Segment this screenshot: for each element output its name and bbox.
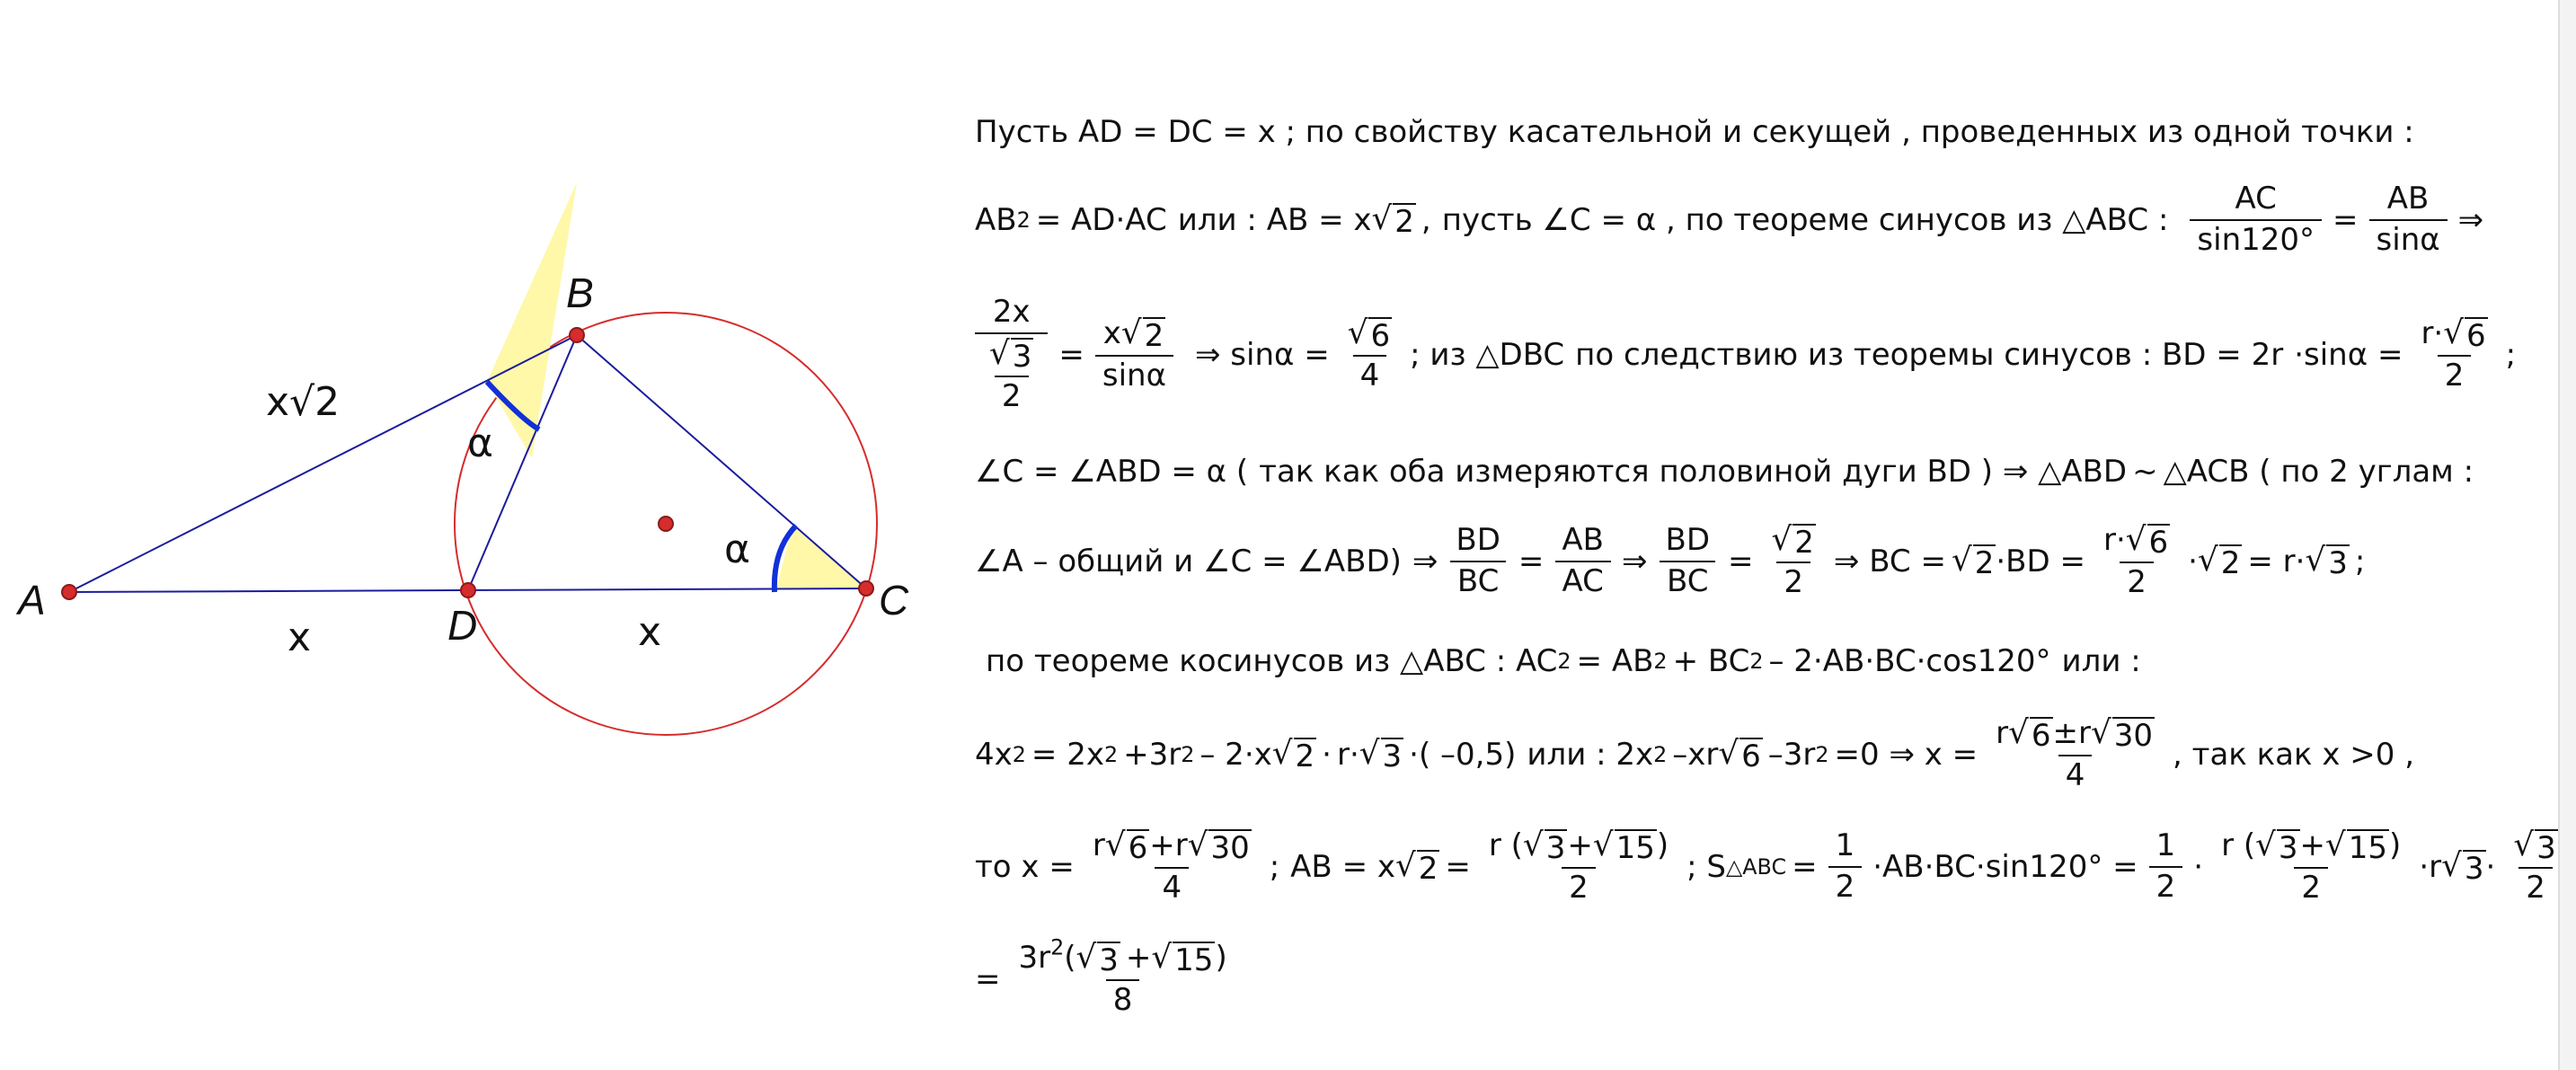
fraction xyxy=(1085,829,1259,905)
text-t26: 4 xyxy=(1353,355,1387,393)
sqrt: √ 15 xyxy=(2325,827,2388,867)
text-t65: 3 xyxy=(2328,545,2348,581)
text-t69: = AB xyxy=(1576,643,1654,679)
text-t73: – 2 xyxy=(1768,643,1813,679)
sqrt: √ 6 xyxy=(1104,827,1148,867)
fraction xyxy=(2096,521,2177,601)
text-t58: · xyxy=(2115,522,2126,559)
sqrt: √ 3 xyxy=(989,335,1032,375)
text-t99: –xr xyxy=(1672,737,1719,773)
text-t154: 2 xyxy=(1050,934,1065,960)
fraction xyxy=(1012,934,1235,1019)
text-t117: AB = x xyxy=(1290,849,1395,885)
scrollbar-track[interactable] xyxy=(2558,0,2576,1070)
sqrt: √ 2 xyxy=(1951,542,1995,581)
point-a xyxy=(62,585,76,599)
text-t150: 3 xyxy=(2536,830,2556,867)
geometry-figure xyxy=(0,0,934,1070)
text-t66: ; xyxy=(2354,544,2366,579)
text-t41: ⇒ xyxy=(1412,544,1438,579)
text-t48: BD xyxy=(1665,522,1711,559)
text-t128: = xyxy=(1792,849,1818,885)
sqrt: √ 15 xyxy=(1151,939,1214,979)
sqrt: √ 2 xyxy=(1120,314,1164,355)
text-t124: ) xyxy=(1656,827,1669,864)
sqrt: √ 3 xyxy=(2305,542,2348,581)
text-t152: = xyxy=(975,961,1001,997)
text-t78: · xyxy=(1916,643,1926,679)
text-t54: 2 xyxy=(1974,545,1995,581)
text-t24: ⇒ sinα = xyxy=(1195,337,1330,373)
fraction xyxy=(1659,522,1718,599)
text-t20: = xyxy=(1058,337,1084,373)
text-t101: –3r xyxy=(1767,737,1816,773)
text-t147: r xyxy=(2429,849,2442,885)
text-t148: 3 xyxy=(2464,851,2484,887)
solution-line-6: по теореме косинусов из △ABC : AC 2 = AB 2 + BC 2 – 2 · AB · BC · cos120° или : xyxy=(986,643,2141,679)
text-t2: AB xyxy=(975,202,1017,238)
text-t9: , xyxy=(1421,202,1431,238)
text-t85: +3r xyxy=(1123,737,1182,773)
point-b xyxy=(570,328,584,342)
fraction xyxy=(2149,827,2183,905)
text-t135: · xyxy=(1975,849,1986,885)
text-t50: = xyxy=(1728,544,1754,579)
text-t31: r xyxy=(2421,315,2434,352)
angle-b-fill xyxy=(487,182,577,458)
text-t92: r xyxy=(1336,737,1350,773)
sqrt: √ 6 xyxy=(1718,735,1761,774)
text-t43: BC xyxy=(1450,561,1506,598)
text-t17: 2x xyxy=(992,294,1031,331)
label-a: A xyxy=(18,577,46,623)
text-t61: · xyxy=(2188,544,2198,579)
solution-line-8: то x = r √ 6 +r √ 30 4 ; AB = x √ 2 = r ( √ 3 + √ 15 ) 2 ; S △ABC = $\frac{1}{2}$ · AB · BC · sin120° = $\frac{1}{2}$ · r ( √ 3 + √ 15 ) 2 · r √ 3 · √ 3 2 xyxy=(975,822,2576,912)
point-d xyxy=(461,583,475,597)
segment-bc xyxy=(577,335,866,588)
text-t75: AB xyxy=(1822,643,1865,679)
text-t22: 2 xyxy=(1144,318,1164,355)
text-t137: 1 xyxy=(2156,827,2176,864)
label-d: D xyxy=(447,602,478,649)
solution-line-7: 4x 2 = 2x 2 +3r 2 – 2 · x √ 2 · r · √ 3 · ( –0,5) или : 2x 2 –xr √ 6 –3r 2 =0 ⇒ x = r √ 6 ±r √ 30 4 , так как x >0 , xyxy=(975,714,2415,794)
text-t119: = xyxy=(1445,849,1471,885)
text-t1: Пусть AD = DC = x ; по свойству касательной и секущей , проведенных из одной точки : xyxy=(975,114,2414,150)
text-t60: 2 xyxy=(2120,562,2154,599)
text-t129: 1 xyxy=(1835,827,1855,864)
text-t55: · xyxy=(1996,544,2006,579)
text-t21: x xyxy=(1102,315,1121,352)
fraction xyxy=(1828,827,1863,905)
text-t10: пусть ∠C = α , по теореме синусов из △ABC : xyxy=(1441,202,2169,238)
solution-text xyxy=(975,0,2556,1070)
text-t80: или : xyxy=(2061,643,2141,679)
fraction xyxy=(2369,183,2448,256)
label-angle-c: α xyxy=(724,526,751,572)
text-t159: ) xyxy=(1215,940,1227,977)
text-t81: 4x xyxy=(975,737,1013,773)
fraction xyxy=(1765,521,1823,601)
text-t87: – 2 xyxy=(1199,737,1244,773)
fraction xyxy=(1341,314,1399,394)
text-t67: по теореме косинусов из △ABC : AC xyxy=(986,643,1558,679)
text-t122: + xyxy=(1567,827,1593,864)
fraction xyxy=(2214,829,2408,905)
text-t153: 3r xyxy=(1018,940,1051,977)
solution-line-3 xyxy=(975,283,2516,427)
text-t97: или : 2x xyxy=(1527,737,1654,773)
text-t32: · xyxy=(2433,315,2444,352)
text-t151: 2 xyxy=(2518,867,2553,905)
fraction xyxy=(1095,314,1173,394)
text-t133: · xyxy=(1924,849,1934,885)
text-t91: · xyxy=(1322,737,1332,773)
text-t144: ) xyxy=(2389,827,2402,864)
text-t143: 15 xyxy=(2348,830,2388,867)
text-t114: 30 xyxy=(1210,830,1250,867)
text-t15: sinα xyxy=(2369,219,2448,257)
text-t33: 6 xyxy=(2465,318,2486,355)
sqrt: √ 6 xyxy=(2008,714,2051,755)
label-side-dc: x xyxy=(638,609,662,655)
text-t132: AB xyxy=(1882,849,1925,885)
text-t11: AC xyxy=(2235,181,2277,217)
text-t130: 2 xyxy=(1828,866,1863,904)
text-t5: · xyxy=(1115,202,1126,238)
text-t105: 6 xyxy=(2031,718,2051,755)
text-t71: + BC xyxy=(1672,643,1750,679)
text-t136: sin120° = xyxy=(1985,849,2138,885)
text-t131: · xyxy=(1872,849,1883,885)
text-t138: 2 xyxy=(2149,866,2183,904)
label-b: B xyxy=(566,270,594,316)
text-t13: = xyxy=(2333,202,2359,238)
text-t106: ±r xyxy=(2052,715,2092,752)
text-t120: r ( xyxy=(1488,827,1523,864)
text-t8: 2 xyxy=(1394,204,1414,240)
text-t134: BC xyxy=(1934,849,1976,885)
fraction xyxy=(2413,314,2494,394)
text-t23: sinα xyxy=(1095,355,1173,393)
label-side-ab: x√2 xyxy=(266,379,341,425)
sqrt: √ 2 xyxy=(2197,542,2241,581)
text-t49: BC xyxy=(1660,561,1715,598)
text-t46: AC xyxy=(1555,561,1611,598)
text-t19: 2 xyxy=(995,376,1029,413)
text-t44: = xyxy=(1518,544,1545,579)
sqrt: √ 30 xyxy=(2091,714,2154,755)
text-t121: 3 xyxy=(1545,830,1566,867)
text-t155: ( xyxy=(1064,940,1076,977)
sqrt: √ 6 xyxy=(1347,314,1391,355)
text-t89: x xyxy=(1253,737,1272,773)
fraction xyxy=(982,335,1040,414)
sqrt: √ 3 xyxy=(1522,827,1566,867)
text-t14: AB xyxy=(2386,181,2430,217)
text-t38: ~ xyxy=(2132,454,2158,490)
sqrt: √ 3 xyxy=(1359,735,1403,774)
text-t63: = r xyxy=(2247,544,2296,579)
text-t47: ⇒ xyxy=(1622,544,1648,579)
text-t111: r xyxy=(1092,827,1105,864)
text-t25: 6 xyxy=(1370,318,1391,355)
text-t59: 6 xyxy=(2148,525,2169,562)
text-t104: r xyxy=(1996,715,2009,752)
text-t36: ∠C = ∠ABD = α ( xyxy=(975,454,1249,490)
text-t94: 3 xyxy=(1382,738,1403,774)
point-c xyxy=(859,581,873,596)
text-t76: · xyxy=(1864,643,1875,679)
sqrt: √ 15 xyxy=(1592,827,1655,867)
text-t100: 6 xyxy=(1741,738,1761,774)
solution-line-4 xyxy=(975,449,2474,494)
fraction xyxy=(2190,183,2322,256)
text-t140: r ( xyxy=(2221,827,2256,864)
text-t88: · xyxy=(1244,737,1254,773)
fraction xyxy=(2506,829,2564,905)
fraction xyxy=(1988,714,2162,794)
text-t51: 2 xyxy=(1794,525,1814,562)
text-t145: 2 xyxy=(2294,867,2328,905)
text-t18: 3 xyxy=(1012,339,1032,375)
text-t34: 2 xyxy=(2438,355,2472,393)
text-t57: r xyxy=(2102,522,2116,559)
fraction xyxy=(1448,522,1508,599)
text-t126: ; S xyxy=(1686,849,1726,885)
sqrt: √ 3 xyxy=(2255,827,2298,867)
text-t103: =0 ⇒ x = xyxy=(1834,737,1978,773)
text-t6: AC xyxy=(1125,202,1167,238)
text-t107: 30 xyxy=(2113,718,2154,755)
sqrt: √ 6 xyxy=(2125,521,2169,562)
sqrt: √ 30 xyxy=(1187,827,1250,867)
text-t110: то x = xyxy=(975,849,1075,885)
text-t146: · xyxy=(2419,849,2430,885)
text-t79: cos120° xyxy=(1925,643,2051,679)
text-t158: 15 xyxy=(1174,942,1214,979)
text-t7: или : AB = x xyxy=(1177,202,1372,238)
text-t30: sinα = xyxy=(2304,337,2403,373)
text-t149: · xyxy=(2485,849,2496,885)
text-t40: ∠A – общий и ∠C = ∠ABD) xyxy=(975,544,1402,579)
sqrt: √ 2 xyxy=(1394,847,1438,887)
fraction xyxy=(1482,829,1676,905)
text-t118: 2 xyxy=(1418,851,1438,887)
text-t28: по следствию из теоремы синусов : BD = 2r xyxy=(1575,337,2284,373)
solution-line-5 xyxy=(975,517,2365,606)
label-side-ad: x xyxy=(288,615,312,660)
text-t39: △ACB ( по 2 углам : xyxy=(2163,454,2474,490)
text-t56: BD = xyxy=(2005,544,2085,579)
text-t42: BD xyxy=(1456,522,1500,559)
sqrt: √ 2 xyxy=(1771,521,1814,562)
text-t160: 8 xyxy=(1106,979,1140,1017)
text-t93: · xyxy=(1349,737,1359,773)
label-angle-b: α xyxy=(467,420,494,466)
text-t142: + xyxy=(2299,827,2326,864)
text-t113: +r xyxy=(1149,827,1188,864)
text-t53: ⇒ BC = xyxy=(1833,544,1946,579)
sqrt: √ 3 xyxy=(1076,939,1119,979)
label-c: C xyxy=(879,577,909,623)
text-t27: ; из △DBC xyxy=(1410,337,1565,373)
text-t156: 3 xyxy=(1099,942,1119,979)
fraction xyxy=(1554,522,1611,599)
text-t108: 4 xyxy=(2058,755,2093,792)
sqrt: √ 2 xyxy=(1271,735,1315,774)
text-t90: 2 xyxy=(1295,738,1315,774)
sqrt: √ 2 xyxy=(1371,200,1414,240)
text-t35: ; xyxy=(2505,337,2517,373)
text-t157: + xyxy=(1125,940,1152,977)
text-t16: ⇒ xyxy=(2457,202,2484,238)
text-t125: 2 xyxy=(1562,867,1596,905)
text-t116: ; xyxy=(1269,849,1280,885)
text-t74: · xyxy=(1812,643,1823,679)
circle-center xyxy=(659,517,673,531)
segment-ab xyxy=(69,335,577,592)
text-t112: 6 xyxy=(1128,830,1148,867)
text-t12: sin120° xyxy=(2190,219,2322,257)
solution-line-9 xyxy=(975,934,1245,1024)
sqrt: √ 3 xyxy=(2513,827,2556,867)
text-t62: 2 xyxy=(2220,545,2241,581)
text-t52: 2 xyxy=(1776,562,1810,599)
text-t95: · xyxy=(1409,737,1419,773)
text-t141: 3 xyxy=(2278,830,2298,867)
text-t45: AB xyxy=(1562,522,1604,559)
fraction xyxy=(975,296,1048,412)
text-t115: 4 xyxy=(1155,867,1189,905)
solution-line-1 xyxy=(975,110,2414,155)
text-t139: · xyxy=(2193,849,2204,885)
text-t77: BC xyxy=(1874,643,1917,679)
text-t37: так как оба измеряются половиной дуги BD ) ⇒ △ABD xyxy=(1259,454,2128,490)
text-t4: = AD xyxy=(1035,202,1116,238)
text-t109: , так как x >0 , xyxy=(2173,737,2415,773)
text-t96: ( –0,5) xyxy=(1418,737,1517,773)
text-t64: · xyxy=(2295,544,2306,579)
sqrt: √ 6 xyxy=(2443,314,2486,355)
text-t123: 15 xyxy=(1616,830,1655,867)
sqrt: √ 3 xyxy=(2441,847,2484,887)
solution-line-2: AB 2 = AD · AC или : AB = x √ 2 , пусть ∠C = α , по теореме синусов из △ABC : $\frac{AC}{\sin 120^\circ}$ = $\frac{AB}{\sin\alpha}$ ⇒ xyxy=(975,181,2484,258)
text-t83: = 2x xyxy=(1031,737,1104,773)
text-t29: · xyxy=(2294,337,2305,373)
